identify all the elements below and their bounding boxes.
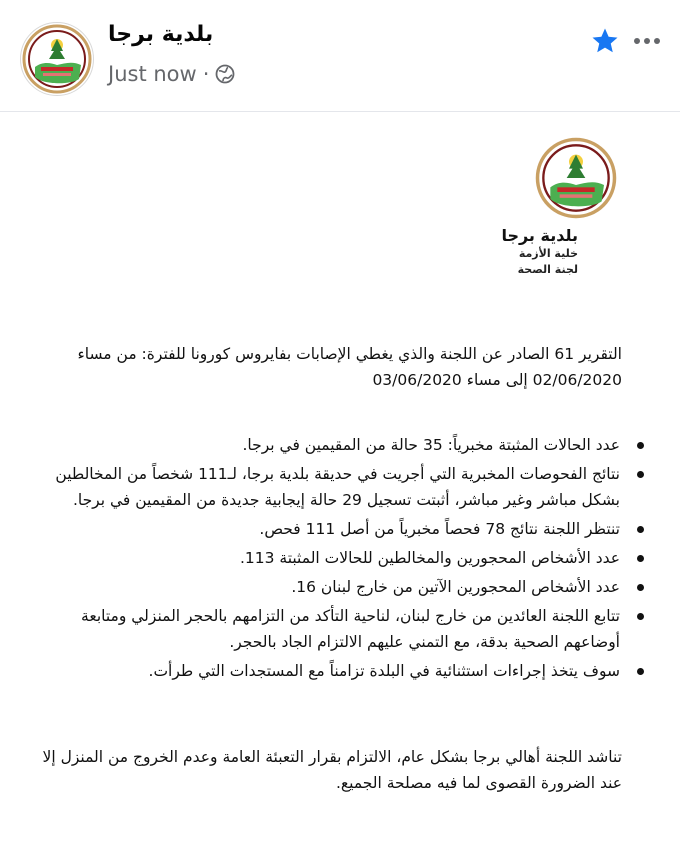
bullet-icon — [637, 442, 644, 449]
list-item: تتابع اللجنة العائدين من خارج لبنان، لناحية التأكد من التزامهم بالحجر المنزلي ومتابعة أوضاعهم الصحية بدقة، مع التمني عليهم الالتزام الجاد بالحجر. — [24, 603, 620, 655]
list-item: عدد الأشخاص المحجورين والمخالطين للحالات المثبتة 113. — [24, 545, 620, 571]
bullet-icon — [637, 526, 644, 533]
org-name: بلدية برجا — [501, 226, 578, 245]
page-avatar[interactable] — [20, 22, 94, 96]
more-icon[interactable] — [632, 31, 662, 51]
municipality-logo-icon — [21, 23, 93, 95]
list-item: سوف يتخذ إجراءات استثنائية في البلدة تزامناً مع المستجدات التي طرأت. — [24, 658, 620, 684]
post-meta — [108, 62, 235, 86]
report-closing: تناشد اللجنة أهالي برجا بشكل عام، الالتزام بقرار التعبئة العامة وعدم الخروج من المنزل إلا عند الضرورة القصوى لما فيه مصلحة الجميع. — [42, 748, 622, 792]
bullet-icon — [637, 668, 644, 675]
bullet-icon — [637, 613, 644, 620]
list-item: عدد الحالات المثبتة مخبرياً: 35 حالة من المقيمين في برجا. — [24, 432, 620, 458]
globe-icon[interactable] — [215, 64, 235, 84]
org-subtitle-1: خلية الأزمة — [518, 247, 578, 260]
organization-block — [501, 226, 578, 278]
bullet-icon — [637, 584, 644, 591]
post-header — [0, 0, 680, 112]
report-intro: التقرير 61 الصادر عن اللجنة والذي يغطي الإصابات بفايروس كورونا للفترة: من مساء 02/06/2020 إلى مساء 03/06/2020 — [77, 345, 622, 389]
org-subtitle-2: لجنة الصحة — [517, 263, 578, 276]
meta-separator: · — [202, 62, 210, 86]
star-icon[interactable] — [590, 26, 620, 56]
list-item: تنتظر اللجنة نتائج 78 فحصاً مخبرياً من أصل 111 فحص. — [24, 516, 620, 542]
bullet-icon — [637, 471, 644, 478]
bullet-icon — [637, 555, 644, 562]
list-item: عدد الأشخاص المحجورين الآتين من خارج لبنان 16. — [24, 574, 620, 600]
list-item: نتائج الفحوصات المخبرية التي أجريت في حديقة بلدية برجا، لـ111 شخصاً من المخالطين بشكل مباشر وغير مباشر، أثبتت تسجيل 29 حالة إيجابية جديدة من المقيمين في برجا. — [24, 461, 620, 513]
timestamp[interactable]: Just now — [108, 62, 197, 86]
page-name[interactable]: بلدية برجا — [108, 22, 214, 47]
document-logo-icon — [534, 136, 618, 220]
report-items — [24, 432, 644, 687]
